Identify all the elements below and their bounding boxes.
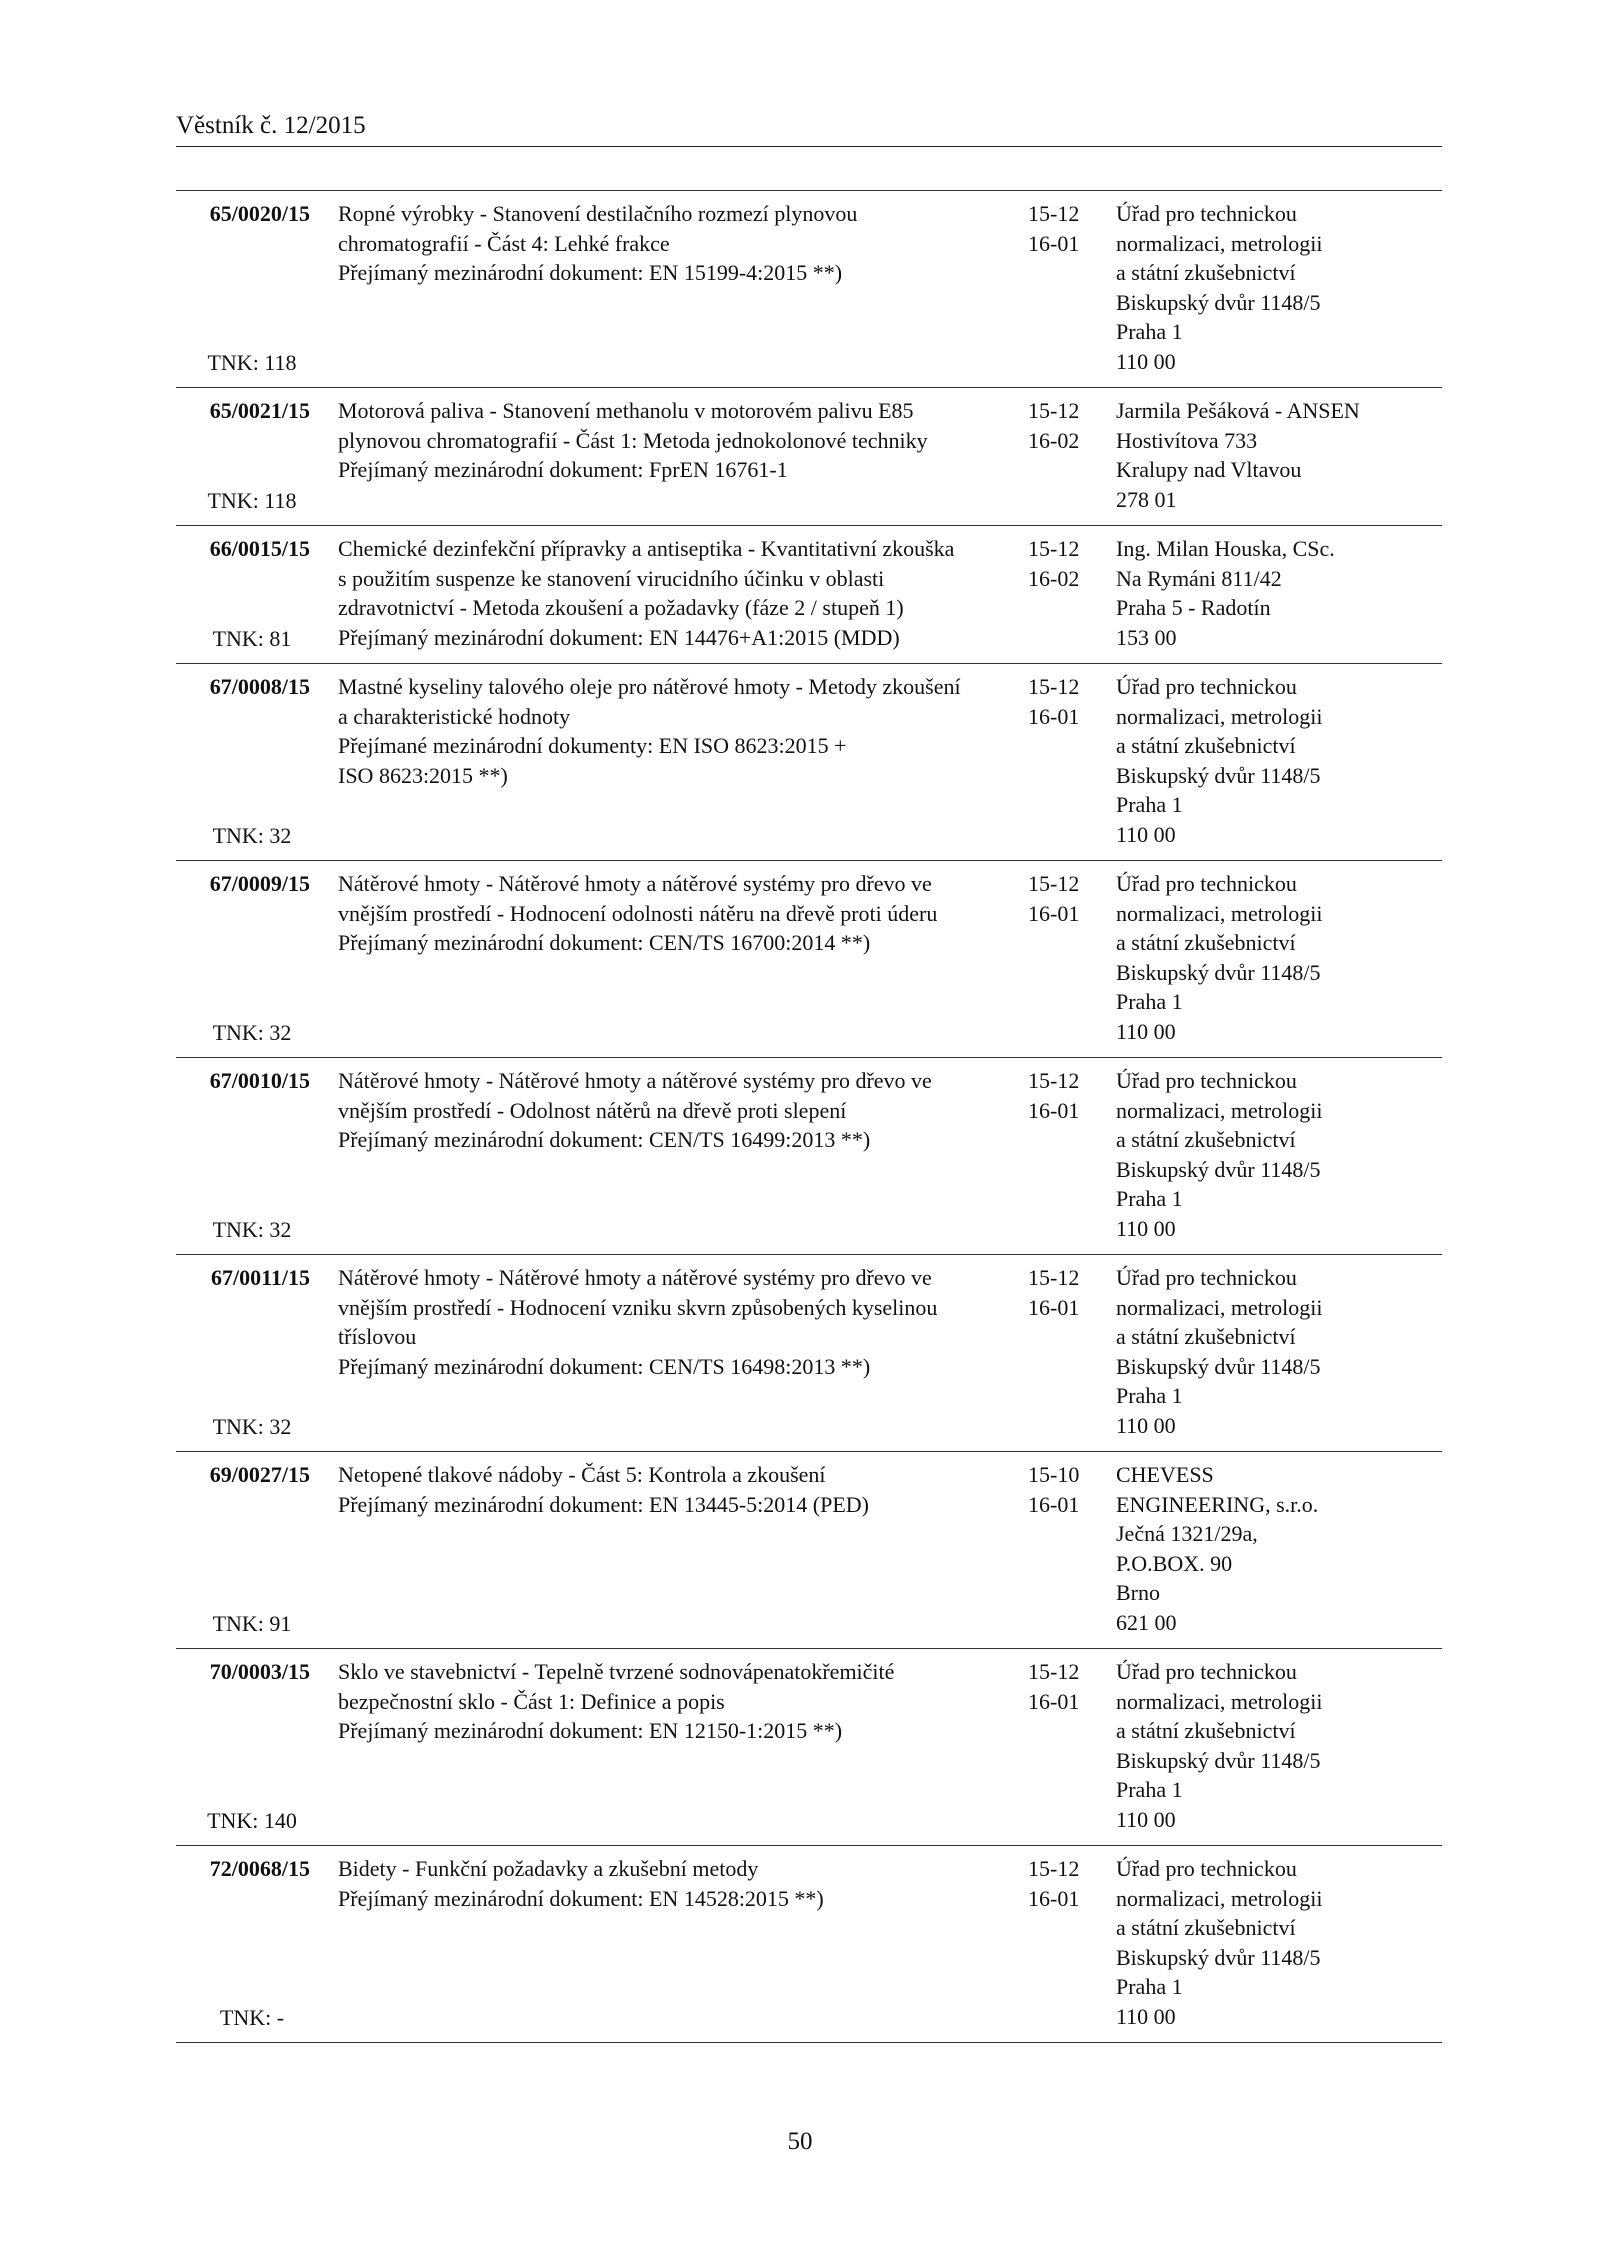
entry-dates-cell-lines	[1028, 1854, 1112, 1913]
entry-contact-cell	[1112, 191, 1442, 388]
entry-title-cell-lines	[338, 1263, 1028, 1381]
standard-entry-row	[176, 388, 1442, 526]
entry-date-line: 15-12	[1028, 1068, 1080, 1093]
entry-title-cell	[316, 388, 1028, 526]
entry-contact-line: Úřad pro technickou	[1116, 674, 1297, 699]
entry-contact-line: 110 00	[1116, 348, 1176, 374]
entry-id-cell	[176, 1058, 316, 1255]
entry-title-cell-lines	[338, 396, 1028, 485]
entry-contact-line: Ječná 1321/29a,	[1116, 1521, 1258, 1546]
standard-entry-row	[176, 526, 1442, 664]
entry-date-line: 16-01	[1028, 1688, 1080, 1714]
entry-contact-cell	[1112, 1058, 1442, 1255]
entry-title-cell-lines	[338, 534, 1028, 652]
entry-id-group	[176, 1657, 316, 1835]
entry-contact-line: Praha 1	[1116, 1383, 1183, 1408]
entry-contact-cell	[1112, 1846, 1442, 2043]
entry-number: 67/0009/15	[209, 871, 310, 896]
entry-contact-line: Kralupy nad Vltavou	[1116, 457, 1302, 482]
entry-tnk: TNK: 81	[212, 625, 292, 651]
entry-title-line: Nátěrové hmoty - Nátěrové hmoty a nátěrové systémy pro dřevo ve	[338, 1265, 932, 1290]
entry-title-line: Přejímaný mezinárodní dokument: EN 14528:2015 **)	[338, 1885, 824, 1911]
entry-date-line: 15-10	[1028, 1462, 1080, 1487]
entry-id-cell	[176, 861, 316, 1058]
entry-title-line: Přejímaný mezinárodní dokument: CEN/TS 16498:2013 **)	[338, 1353, 871, 1379]
entry-contact-cell-lines	[1116, 672, 1442, 849]
entry-title-cell	[316, 526, 1028, 664]
entry-contact-line: 110 00	[1116, 1215, 1176, 1241]
entry-contact-line: a státní zkušebnictví	[1116, 1127, 1296, 1152]
entry-title-line: Chemické dezinfekční přípravky a antiseptika - Kvantitativní zkouška	[338, 536, 955, 561]
entry-dates-cell-lines	[1028, 199, 1112, 258]
entry-title-cell-lines	[338, 1460, 1028, 1519]
entry-title-cell	[316, 1452, 1028, 1649]
entry-dates-cell-lines	[1028, 534, 1112, 593]
entry-contact-line: Praha 5 - Radotín	[1116, 595, 1271, 620]
entry-dates-cell	[1028, 526, 1112, 664]
entry-dates-cell-lines	[1028, 1066, 1112, 1125]
entry-title-line: vnějším prostředí - Hodnocení odolnosti nátěru na dřevě proti úderu	[338, 900, 938, 926]
entry-dates-cell-lines	[1028, 1263, 1112, 1322]
entry-dates-cell	[1028, 191, 1112, 388]
entry-number: 70/0003/15	[209, 1659, 310, 1684]
entry-id-cell	[176, 191, 316, 388]
entry-contact-line: 110 00	[1116, 2003, 1176, 2029]
entry-title-line: vnějším prostředí - Hodnocení vzniku skvrn způsobených kyselinou	[338, 1294, 938, 1320]
entry-id-cell	[176, 664, 316, 861]
entry-title-cell	[316, 191, 1028, 388]
standard-entry-row	[176, 191, 1442, 388]
entry-id-group	[176, 199, 316, 377]
entry-number: 67/0010/15	[209, 1068, 310, 1093]
entry-contact-line: Úřad pro technickou	[1116, 1265, 1297, 1290]
entry-dates-cell	[1028, 1649, 1112, 1846]
entry-contact-line: Úřad pro technickou	[1116, 201, 1297, 226]
entry-contact-line: 110 00	[1116, 1018, 1176, 1044]
entry-dates-cell	[1028, 1452, 1112, 1649]
entry-title-line: Přejímané mezinárodní dokumenty: EN ISO 8623:2015 +	[338, 733, 847, 758]
entry-date-line: 15-12	[1028, 1265, 1080, 1290]
entry-contact-line: Praha 1	[1116, 1777, 1183, 1802]
entry-contact-line: 110 00	[1116, 821, 1176, 847]
entry-number: 66/0015/15	[209, 536, 310, 561]
standard-entry-row	[176, 1255, 1442, 1452]
entry-contact-line: Biskupský dvůr 1148/5	[1116, 1747, 1321, 1773]
entry-number: 72/0068/15	[209, 1856, 310, 1881]
entry-title-cell-lines	[338, 869, 1028, 958]
entry-id-group	[176, 1263, 316, 1441]
entry-tnk: TNK: 140	[207, 1807, 297, 1833]
entry-title-cell-lines	[338, 672, 1028, 790]
entry-contact-line: Praha 1	[1116, 792, 1183, 817]
entry-date-line: 15-12	[1028, 674, 1080, 699]
entry-dates-cell	[1028, 664, 1112, 861]
entry-number: 65/0020/15	[209, 201, 310, 226]
entry-tnk: TNK: 118	[207, 349, 297, 375]
entry-contact-line: 110 00	[1116, 1412, 1176, 1438]
entry-id-group	[176, 534, 316, 653]
entry-id-cell	[176, 1649, 316, 1846]
standards-list-table	[176, 190, 1442, 2043]
entry-id-group	[176, 869, 316, 1047]
entry-contact-line: normalizaci, metrologii	[1116, 1885, 1323, 1911]
entry-dates-cell-lines	[1028, 396, 1112, 455]
entry-title-line: plynovou chromatografií - Část 1: Metoda jednokolonové techniky	[338, 427, 928, 453]
entry-contact-line: Na Rymáni 811/42	[1116, 565, 1282, 591]
entry-contact-line: a státní zkušebnictví	[1116, 930, 1296, 955]
entry-title-line: ISO 8623:2015 **)	[338, 762, 508, 788]
entry-number: 67/0011/15	[210, 1265, 310, 1290]
entry-contact-cell-lines	[1116, 1263, 1442, 1440]
entry-contact-line: CHEVESS	[1116, 1462, 1214, 1487]
entry-title-cell	[316, 1255, 1028, 1452]
entry-tnk: TNK: 118	[207, 487, 297, 513]
entry-title-line: Motorová paliva - Stanovení methanolu v motorovém palivu E85	[338, 398, 914, 423]
entry-date-line: 16-01	[1028, 1885, 1080, 1911]
entry-date-line: 16-02	[1028, 565, 1080, 591]
entry-contact-line: a státní zkušebnictví	[1116, 733, 1296, 758]
standard-entry-row	[176, 1649, 1442, 1846]
entry-title-line: tříslovou	[338, 1324, 417, 1349]
entry-contact-line: ENGINEERING, s.r.o.	[1116, 1491, 1319, 1517]
entry-contact-line: 621 00	[1116, 1609, 1177, 1635]
entry-title-line: chromatografií - Část 4: Lehké frakce	[338, 230, 670, 256]
entry-contact-cell-lines	[1116, 199, 1442, 376]
entry-id-group	[176, 672, 316, 850]
standard-entry-row	[176, 664, 1442, 861]
entry-title-line: Nátěrové hmoty - Nátěrové hmoty a nátěrové systémy pro dřevo ve	[338, 871, 932, 896]
entry-dates-cell	[1028, 1255, 1112, 1452]
entry-contact-line: Hostivítova 733	[1116, 427, 1258, 453]
entry-title-line: Přejímaný mezinárodní dokument: FprEN 16761-1	[338, 457, 788, 482]
entry-title-line: Sklo ve stavebnictví - Tepelně tvrzené sodnovápenatokřemičité	[338, 1659, 895, 1684]
entry-contact-line: Úřad pro technickou	[1116, 1856, 1297, 1881]
entry-contact-line: Úřad pro technickou	[1116, 871, 1297, 896]
entry-title-cell-lines	[338, 1854, 1028, 1913]
entry-contact-line: Biskupský dvůr 1148/5	[1116, 1156, 1321, 1182]
entry-contact-cell-lines	[1116, 534, 1442, 652]
entry-tnk: TNK: 91	[212, 1610, 292, 1636]
entry-contact-cell-lines	[1116, 396, 1442, 514]
entry-contact-line: normalizaci, metrologii	[1116, 1688, 1323, 1714]
entry-number: 69/0027/15	[209, 1462, 310, 1487]
standard-entry-row	[176, 1058, 1442, 1255]
entry-contact-line: 153 00	[1116, 624, 1177, 650]
entry-contact-cell	[1112, 1255, 1442, 1452]
entry-contact-line: Úřad pro technickou	[1116, 1068, 1297, 1093]
entry-title-line: Přejímaný mezinárodní dokument: CEN/TS 16499:2013 **)	[338, 1127, 871, 1152]
entry-id-group	[176, 396, 316, 515]
entry-dates-cell	[1028, 861, 1112, 1058]
entry-title-line: vnějším prostředí - Odolnost nátěrů na dřevě proti slepení	[338, 1097, 847, 1123]
entry-contact-line: normalizaci, metrologii	[1116, 703, 1323, 729]
entry-contact-line: Biskupský dvůr 1148/5	[1116, 959, 1321, 985]
entry-contact-cell	[1112, 861, 1442, 1058]
entry-title-cell-lines	[338, 1066, 1028, 1155]
entry-title-line: Přejímaný mezinárodní dokument: EN 12150-1:2015 **)	[338, 1718, 843, 1743]
entry-contact-cell-lines	[1116, 1657, 1442, 1834]
entry-title-cell	[316, 1649, 1028, 1846]
entry-contact-line: normalizaci, metrologii	[1116, 1294, 1323, 1320]
entry-title-cell	[316, 1058, 1028, 1255]
entry-date-line: 16-01	[1028, 900, 1080, 926]
entry-contact-line: Úřad pro technickou	[1116, 1659, 1297, 1684]
entry-id-cell	[176, 1846, 316, 2043]
entry-id-cell	[176, 526, 316, 664]
entry-contact-cell	[1112, 1649, 1442, 1846]
standard-entry-row	[176, 861, 1442, 1058]
entry-contact-line: Biskupský dvůr 1148/5	[1116, 1353, 1321, 1379]
entry-title-line: Přejímaný mezinárodní dokument: CEN/TS 16700:2014 **)	[338, 930, 871, 955]
entry-contact-line: Praha 1	[1116, 1186, 1183, 1211]
entry-title-line: Bidety - Funkční požadavky a zkušební metody	[338, 1856, 759, 1881]
entry-date-line: 15-12	[1028, 871, 1080, 896]
entry-date-line: 15-12	[1028, 201, 1080, 226]
entry-contact-line: Praha 1	[1116, 319, 1183, 344]
journal-title: Věstník č. 12/2015	[176, 112, 366, 139]
standards-list-body	[176, 191, 1442, 2043]
entry-date-line: 15-12	[1028, 398, 1080, 423]
entry-contact-cell-lines	[1116, 1066, 1442, 1243]
entry-dates-cell-lines	[1028, 672, 1112, 731]
entry-tnk: TNK: 32	[212, 1216, 292, 1242]
entry-title-line: Přejímaný mezinárodní dokument: EN 15199-4:2015 **)	[338, 260, 843, 285]
entry-contact-line: 110 00	[1116, 1806, 1176, 1832]
page-header	[176, 110, 1442, 147]
entry-contact-line: Ing. Milan Houska, CSc.	[1116, 536, 1335, 561]
entry-title-line: zdravotnictví - Metoda zkoušení a požadavky (fáze 2 / stupeň 1)	[338, 595, 904, 620]
entry-id-cell	[176, 1452, 316, 1649]
entry-contact-line: normalizaci, metrologii	[1116, 1097, 1323, 1123]
entry-tnk: TNK: 32	[212, 1019, 292, 1045]
entry-date-line: 16-01	[1028, 1491, 1080, 1517]
entry-contact-line: P.O.BOX. 90	[1116, 1550, 1233, 1576]
entry-contact-cell	[1112, 1452, 1442, 1649]
entry-dates-cell-lines	[1028, 1657, 1112, 1716]
entry-contact-line: Praha 1	[1116, 989, 1183, 1014]
entry-title-line: Přejímaný mezinárodní dokument: EN 13445-5:2014 (PED)	[338, 1491, 869, 1517]
entry-date-line: 15-12	[1028, 1856, 1080, 1881]
entry-tnk: TNK: 32	[212, 822, 292, 848]
entry-date-line: 15-12	[1028, 536, 1080, 561]
entry-date-line: 16-01	[1028, 230, 1080, 256]
entry-title-cell-lines	[338, 1657, 1028, 1746]
entry-dates-cell	[1028, 388, 1112, 526]
entry-contact-line: Biskupský dvůr 1148/5	[1116, 1944, 1321, 1970]
entry-date-line: 16-01	[1028, 1294, 1080, 1320]
entry-contact-line: a státní zkušebnictví	[1116, 1324, 1296, 1349]
entry-contact-line: normalizaci, metrologii	[1116, 900, 1323, 926]
entry-contact-line: 278 01	[1116, 486, 1177, 512]
entry-contact-line: Biskupský dvůr 1148/5	[1116, 762, 1321, 788]
entry-contact-line: Jarmila Pešáková - ANSEN	[1116, 398, 1360, 423]
entry-title-cell	[316, 664, 1028, 861]
entry-title-line: Přejímaný mezinárodní dokument: EN 14476+A1:2015 (MDD)	[338, 624, 900, 650]
entry-title-line: a charakteristické hodnoty	[338, 703, 571, 729]
entry-contact-cell-lines	[1116, 869, 1442, 1046]
entry-title-cell-lines	[338, 199, 1028, 288]
entry-title-line: Netopené tlakové nádoby - Část 5: Kontrola a zkoušení	[338, 1462, 826, 1487]
entry-dates-cell	[1028, 1846, 1112, 2043]
entry-title-cell	[316, 861, 1028, 1058]
entry-title-line: s použitím suspenze ke stanovení virucidního účinku v oblasti	[338, 565, 885, 591]
entry-contact-line: a státní zkušebnictví	[1116, 1915, 1296, 1940]
entry-contact-cell	[1112, 664, 1442, 861]
entry-id-group	[176, 1066, 316, 1244]
entry-tnk: TNK: -	[219, 2004, 285, 2030]
entry-title-cell	[316, 1846, 1028, 2043]
entry-contact-line: Praha 1	[1116, 1974, 1183, 1999]
entry-contact-cell-lines	[1116, 1854, 1442, 2031]
entry-title-line: bezpečnostní sklo - Část 1: Definice a popis	[338, 1688, 725, 1714]
entry-contact-line: Brno	[1116, 1580, 1160, 1605]
entry-date-line: 16-02	[1028, 427, 1080, 453]
entry-dates-cell-lines	[1028, 869, 1112, 928]
entry-id-group	[176, 1460, 316, 1638]
entry-dates-cell	[1028, 1058, 1112, 1255]
entry-id-group	[176, 1854, 316, 2032]
entry-id-cell	[176, 388, 316, 526]
entry-id-cell	[176, 1255, 316, 1452]
entry-tnk: TNK: 32	[212, 1413, 292, 1439]
entry-date-line: 16-01	[1028, 1097, 1080, 1123]
entry-contact-line: a státní zkušebnictví	[1116, 1718, 1296, 1743]
entry-title-line: Mastné kyseliny talového oleje pro nátěrové hmoty - Metody zkoušení	[338, 674, 961, 699]
page-number: 50	[787, 2128, 813, 2155]
entry-number: 67/0008/15	[209, 674, 310, 699]
standard-entry-row	[176, 1846, 1442, 2043]
entry-dates-cell-lines	[1028, 1460, 1112, 1519]
standard-entry-row	[176, 1452, 1442, 1649]
entry-date-line: 16-01	[1028, 703, 1080, 729]
entry-contact-line: Biskupský dvůr 1148/5	[1116, 289, 1321, 315]
entry-date-line: 15-12	[1028, 1659, 1080, 1684]
entry-contact-cell	[1112, 388, 1442, 526]
entry-number: 65/0021/15	[209, 398, 310, 423]
entry-contact-line: a státní zkušebnictví	[1116, 260, 1296, 285]
entry-contact-line: normalizaci, metrologii	[1116, 230, 1323, 256]
entry-title-line: Nátěrové hmoty - Nátěrové hmoty a nátěrové systémy pro dřevo ve	[338, 1068, 932, 1093]
entry-title-line: Ropné výrobky - Stanovení destilačního rozmezí plynovou	[338, 201, 858, 226]
entry-contact-cell-lines	[1116, 1460, 1442, 1637]
entry-contact-cell	[1112, 526, 1442, 664]
